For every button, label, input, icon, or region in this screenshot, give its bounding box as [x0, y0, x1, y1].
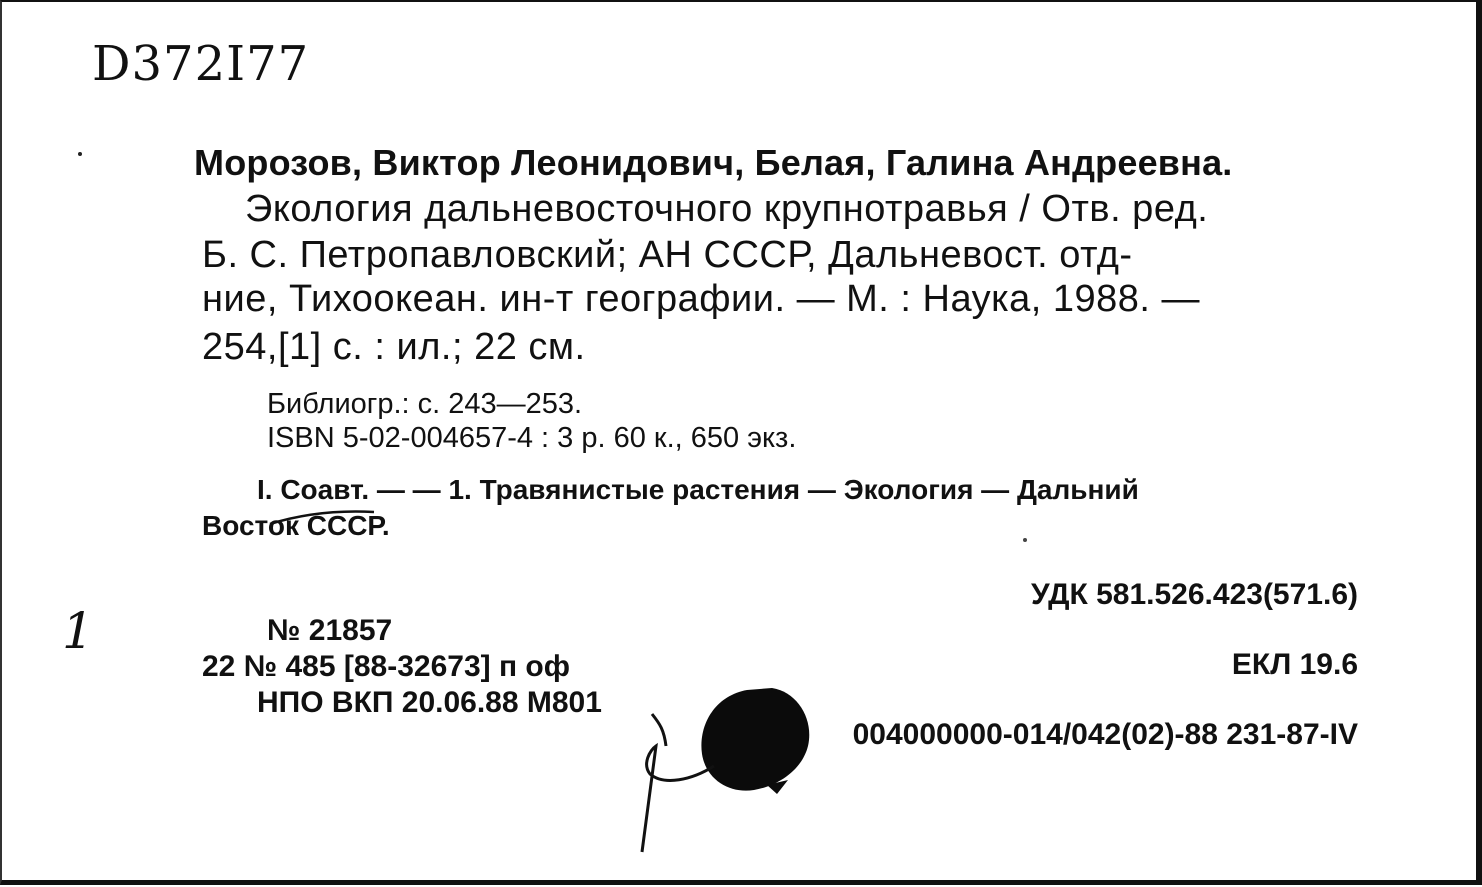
ekl-code: ЕКЛ 19.6	[1231, 648, 1358, 681]
tracing-line-1: I. Соавт. — — 1. Травянистые растения — Экология — Дальний	[257, 474, 1139, 505]
title-line-3: ние, Тихоокеан. ин-т географии. — М. : Наука, 1988. —	[202, 278, 1201, 320]
blot-tail	[767, 780, 788, 794]
pen-stroke	[642, 746, 714, 852]
isbn-note: ISBN 5-02-004657-4 : 3 р. 60 к., 650 экз.	[267, 422, 797, 454]
tracing-line-2: Восток СССР.	[202, 510, 390, 541]
pen-stroke-2	[652, 714, 666, 746]
order-number: 22 № 485 [88-32673] п оф	[202, 650, 570, 683]
serial-code: 004000000-014/042(02)-88 231-87-IV	[852, 718, 1358, 751]
title-line-1: Экология дальневосточного крупнотравья / Отв. ред.	[245, 188, 1209, 230]
bibliography-note: Библиогр.: с. 243—253.	[267, 388, 583, 420]
inventory-number: № 21857	[267, 614, 393, 647]
title-line-4: 254,[1] с. : ил.; 22 см.	[202, 326, 586, 368]
call-number: D372I77	[92, 36, 310, 92]
udk-code: УДК 581.526.423(571.6)	[1030, 578, 1358, 611]
dot-1	[78, 152, 82, 156]
authors-heading: Морозов, Виктор Леонидович, Белая, Галина Андреевна.	[194, 142, 1233, 183]
title-line-2: Б. С. Петропавловский; АН СССР, Дальневост. отд-	[202, 234, 1133, 276]
dot-2	[1023, 538, 1027, 542]
ink-blot	[701, 688, 809, 791]
handwritten-mark: 1	[62, 602, 94, 660]
printer-line: НПО ВКП 20.06.88 М801	[257, 686, 602, 719]
